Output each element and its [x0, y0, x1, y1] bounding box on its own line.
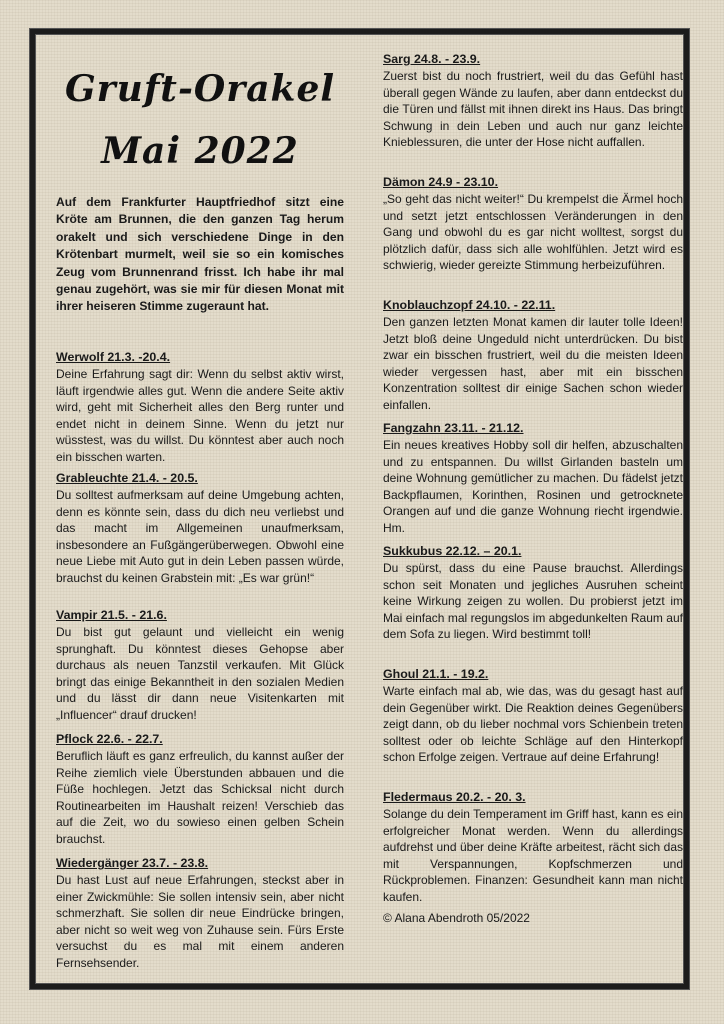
entry-text: Du bist gut gelaunt und vielleicht ein wenig sprunghaft. Du könntest dieses Gehopse aber durchaus als neuen Tanzstil verkaufen. Mit Glück bringt das einige Bekanntheit in den sozialen Medien und du lässt dir dann neue Visitenkarten mit „Influencer“ drauf drucken! [56, 625, 344, 722]
entry-title: Fangzahn 23.11. - 21.12. [383, 421, 524, 435]
horoscope-entry [383, 297, 683, 414]
horoscope-entry [383, 51, 683, 151]
entry-text: Deine Erfahrung sagt dir: Wenn du selbst aktiv wirst, läuft irgendwie alles gut. Wenn die andere Seite aktiv wird, geht mit Sicherheit alles den Berg runter und endet nicht in deinem Sinne. Wenn du jetzt nur wüsstest, was du willst. Du könntest aber auch noch ein bisschen warten. [56, 367, 344, 464]
page-subtitle: Mai 2022 [101, 130, 299, 172]
entry-title: Knoblauchzopf 24.10. - 22.11. [383, 298, 556, 312]
entry-title: Dämon 24.9 - 23.10. [383, 175, 499, 189]
entry-title: Grableuchte 21.4. - 20.5. [56, 471, 198, 485]
horoscope-entry [383, 543, 683, 643]
entry-title: Werwolf 21.3. -20.4. [56, 350, 171, 364]
horoscope-entry [56, 349, 344, 466]
copyright-credit: © Alana Abendroth 05/2022 [383, 911, 530, 925]
entry-text: Beruflich läuft es ganz erfreulich, du kannst außer der Reihe ziemlich viele Überstunden abbauen und die Füße hochlegen. Jetzt das Schicksal nicht durch Routinearbeiten im Haushalt reizen! Verschieb das auf die Zeit, wo du sowieso einen gelben Schein brauchst. [56, 749, 344, 846]
horoscope-entry [56, 855, 344, 972]
horoscope-entry [56, 470, 344, 587]
entry-text: Solange du dein Temperament im Griff hast, kann es ein erfolgreicher Monat werden. Wenn du allerdings aufdrehst und über deine Kräfte arbeitest, rächt sich das mit Verspannungen, Kopfschmerzen und Rückproblemen. Finanzen: Gesundheit kann man nicht kaufen. [383, 807, 683, 904]
entry-title: Wiedergänger 23.7. - 23.8. [56, 856, 209, 870]
page-title: Gruft-Orakel [64, 68, 336, 110]
entry-text: Du solltest aufmerksam auf deine Umgebung achten, denn es könnte sein, dass du dich neu verliebst und das macht im Allgemeinen unaufmerksam, insbesondere an Fußgängerüberwegen. Obwohl eine neue Liebe mit Auto gut in dein Leben passen würde, brauchst du keinen Grabstein mit: „Es war grün!“ [56, 488, 344, 585]
entry-title: Pflock 22.6. - 22.7. [56, 732, 163, 746]
entry-title: Vampir 21.5. - 21.6. [56, 608, 167, 622]
entry-text: Du spürst, dass du eine Pause brauchst. Allerdings schon seit Monaten und jegliches Ausruhen scheint keine Wirkung zeigen zu wollen. Du probierst jetzt im Mai einfach mal regungslos im abgedunkelten Raum auf dem Sofa zu liegen. Wird bestimmt toll! [383, 561, 683, 642]
entry-text: Warte einfach mal ab, wie das, was du gesagt hast auf dein Gegenüber wirkt. Die Reaktion deines Gegenübers zeigt dann, ob du lieber nochmal vors Schienbein treten solltest oder ob leichte Schläge auf den Hinterkopf schon Erfolge zeigen. Vertraue auf deine Erfahrung! [383, 684, 683, 765]
intro-paragraph: Auf dem Frankfurter Hauptfriedhof sitzt eine Kröte am Brunnen, die den ganzen Tag herum orakelt und sich verschiedene Dinge in den Krötenbart murmelt, weil sie so ein komisches Zeug vom Brunnenrand frisst. Ich habe ihr mal genau zugehört, was sie mir für diesen Monat mit ihrer heiseren Stimme zugeraunt hat. [56, 195, 344, 314]
entry-text: Den ganzen letzten Monat kamen dir lauter tolle Ideen! Jetzt bloß deine Ungeduld nicht unterdrücken. Du bist zwar ein bisschen frustriert, weil du die meisten Ideen wieder vergessen hast, aber mit ein bisschen Konzentration solltest dir einige Sachen schon wieder einfallen. [383, 315, 683, 412]
horoscope-entry [56, 607, 344, 724]
horoscope-entry [383, 174, 683, 274]
entry-title: Ghoul 21.1. - 19.2. [383, 667, 489, 681]
horoscope-entry [56, 731, 344, 848]
entry-title: Fledermaus 20.2. - 20. 3. [383, 790, 526, 804]
entry-text: Du hast Lust auf neue Erfahrungen, steckst aber in einer Zwickmühle: Sie sollen intensiv sein, aber nicht schmerzhaft. Sie sollen dir neue Eindrücke bringen, aber nicht so weit weg von Zuhause sein. Fürs Erste versuchst du es mal mit einem anderen Fernsehsender. [56, 873, 344, 970]
entry-title: Sukkubus 22.12. – 20.1. [383, 544, 522, 558]
entry-title: Sarg 24.8. - 23.9. [383, 52, 481, 66]
horoscope-entry [383, 420, 683, 537]
horoscope-entry [383, 666, 683, 766]
entry-text: Ein neues kreatives Hobby soll dir helfen, abzuschalten und zu entspannen. Du willst Girlanden basteln um deine Wohnung gemütlicher zu machen. Du fädelst jetzt Backpflaumen, Korinthen, Rosinen und getrocknete Orangen auf und die ganze Wohnung riecht irgendwie. Hm. [383, 438, 683, 535]
entry-text: Zuerst bist du noch frustriert, weil du das Gefühl hast überall gegen Wände zu laufen, aber dann entdeckst du die Türen und fällst mit ihnen direkt ins Haus. Das bringt Schwung in dein Leben und auch nur ganz leichte Knieblessuren, die unter der Hose nicht auffallen. [383, 69, 683, 150]
entry-text: „So geht das nicht weiter!“ Du krempelst die Ärmel hoch und setzt jetzt entschlossen Veränderungen in den Gang und obwohl du es gar nicht wolltest, sorgst du plötzlich dafür, dass sich alle wohlfühlen. Jetzt wird es schwierig, wieder gereizte Stimmung herbeizuführen. [383, 192, 683, 273]
horoscope-entry [383, 789, 683, 906]
